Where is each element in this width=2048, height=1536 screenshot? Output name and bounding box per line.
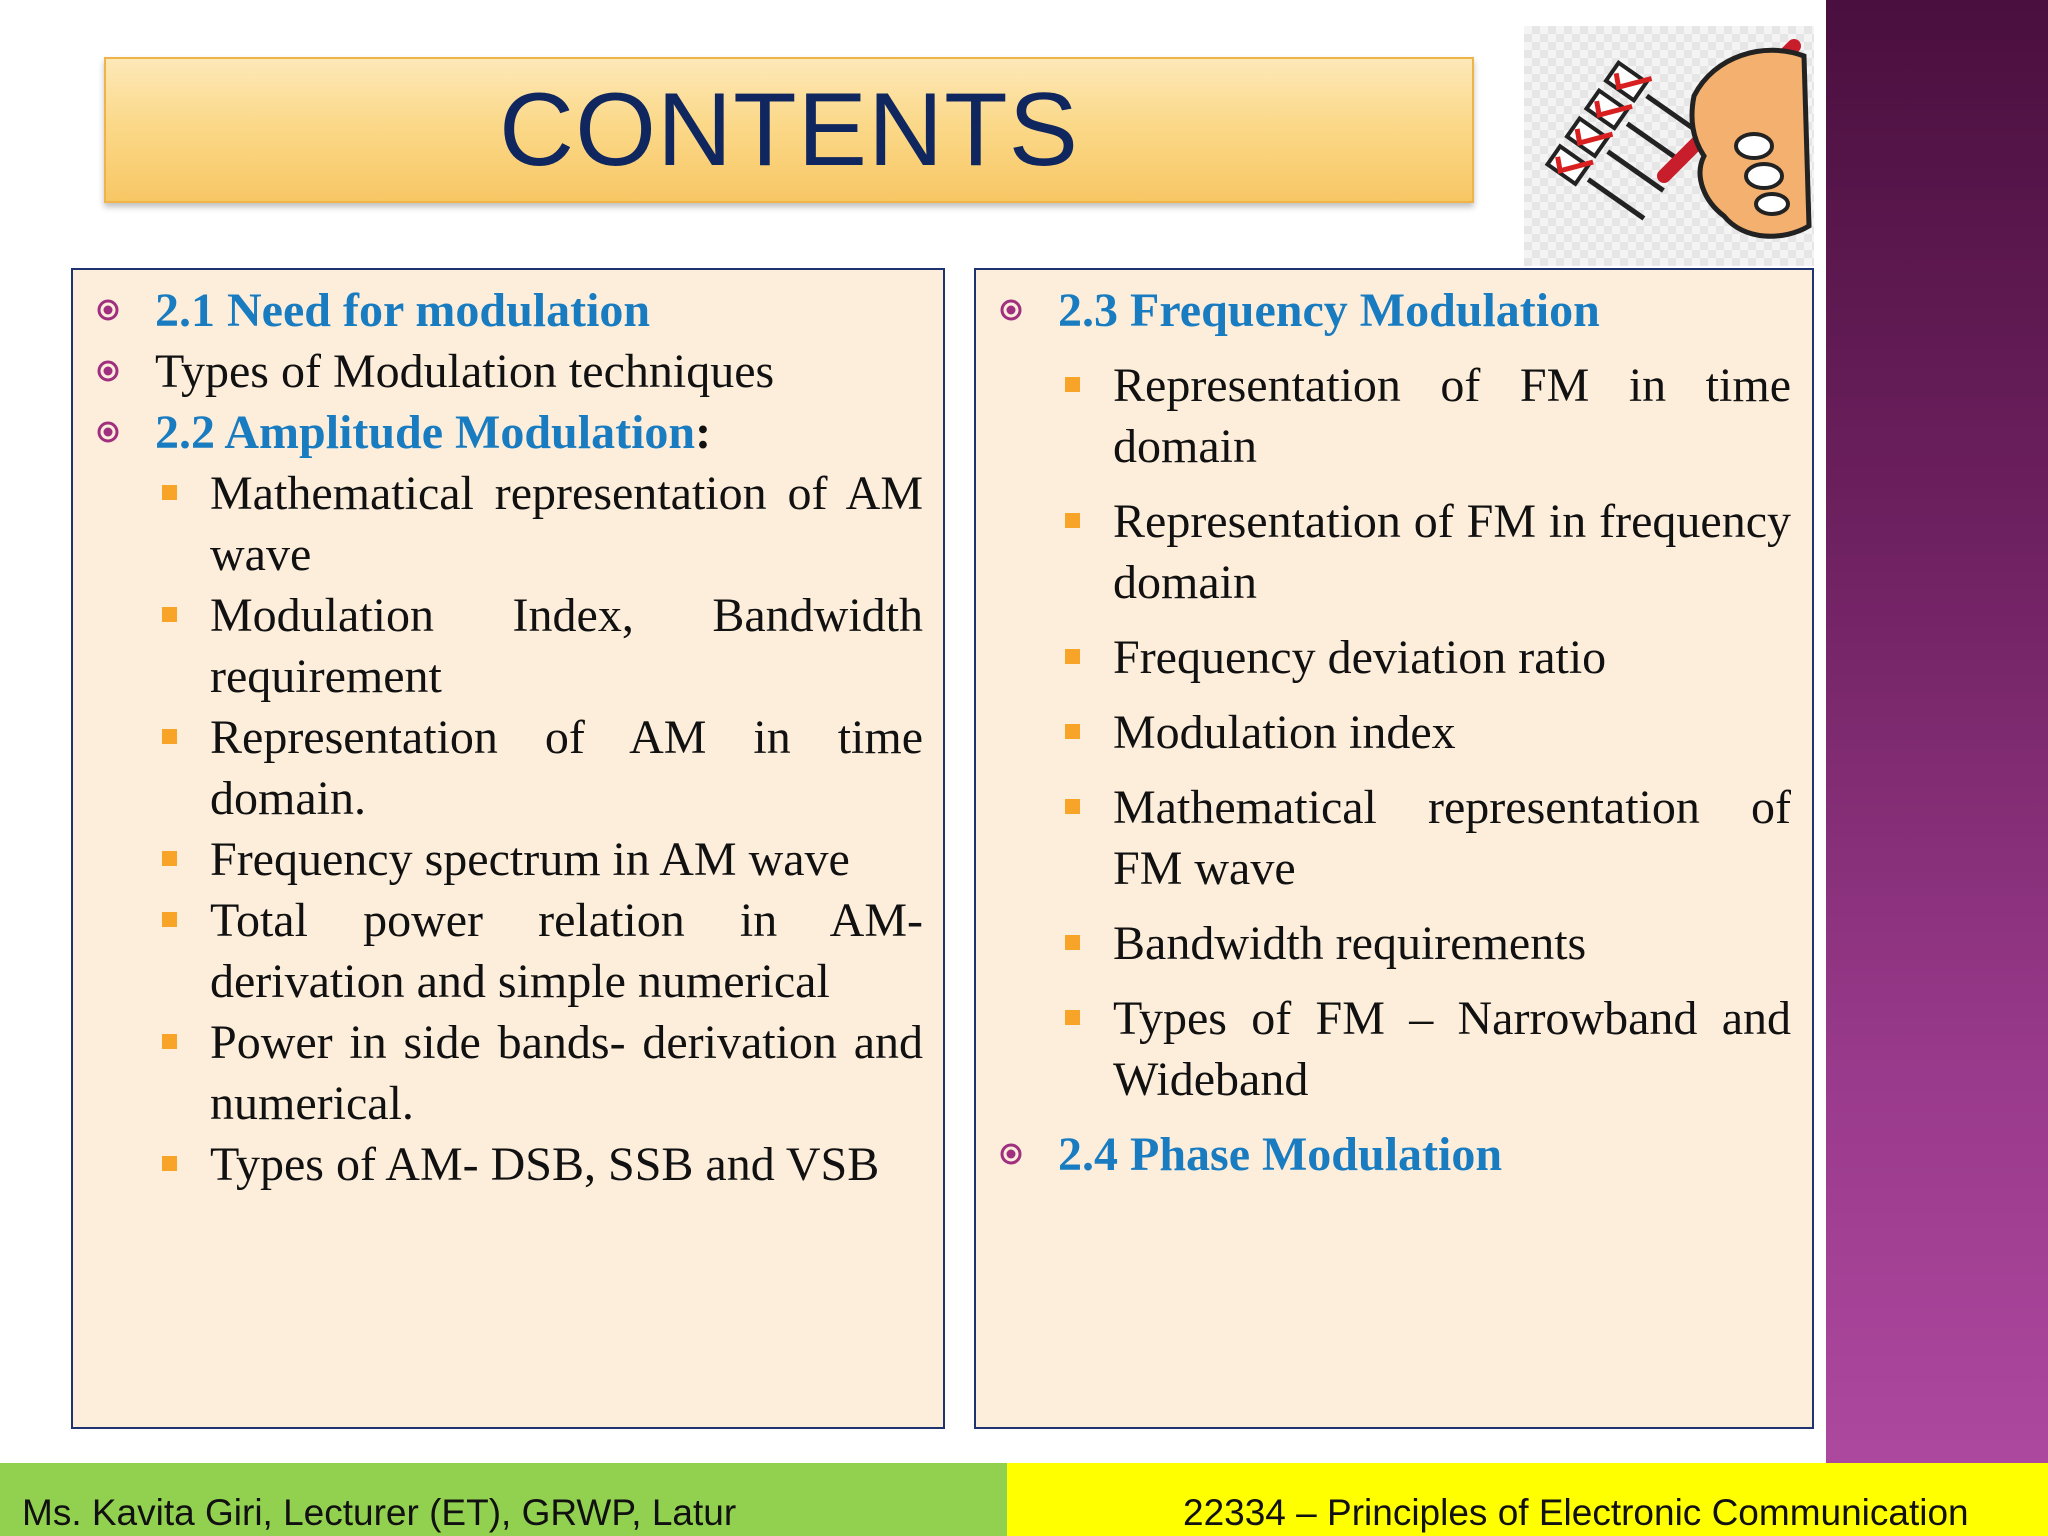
sub-list-item [210,585,923,707]
square-bullet-icon [162,607,177,622]
sub-item-text: Modulation index [1113,706,1456,759]
sub-item-text: Representation of AM in time domain. [210,711,923,825]
list-item [155,280,923,341]
square-bullet-icon [162,912,177,927]
sub-item-text: Bandwidth requirements [1113,917,1587,970]
right-outline [1058,280,1791,1185]
sub-list-item [1113,355,1791,477]
square-bullet-icon [162,851,177,866]
circle-bullet-icon [97,360,119,382]
sub-list-item [210,829,923,890]
heading-colon: : [695,406,712,459]
square-bullet-icon [162,1034,177,1049]
left-outline [155,280,923,1195]
section-heading-2-4: 2.4 Phase Modulation [1058,1128,1503,1181]
sub-item-text: Representation of FM in time domain [1113,359,1791,473]
sub-list-item [1113,777,1791,899]
sub-item-text: Types of AM- DSB, SSB and VSB [210,1138,880,1191]
list-item [155,402,923,463]
circle-bullet-icon [97,299,119,321]
sub-item-text: Mathematical representation of FM wave [1113,781,1791,895]
decorative-side-band [1826,0,2048,1536]
slide-title: CONTENTS [499,72,1079,188]
footer-author: Ms. Kavita Giri, Lecturer (ET), GRWP, Latur [22,1492,737,1533]
sub-list-item [1113,913,1791,974]
sub-list-item [210,463,923,585]
circle-bullet-icon [97,421,119,443]
sub-list-item [210,707,923,829]
list-item [1058,280,1791,341]
sub-item-text: Modulation Index, Bandwidth requirement [210,589,923,703]
square-bullet-icon [1065,649,1080,664]
square-bullet-icon [1065,799,1080,814]
square-bullet-icon [162,1156,177,1171]
sub-list-item [1113,702,1791,763]
sub-item-text: Power in side bands- derivation and numerical. [210,1016,923,1130]
footer-course: 22334 – Principles of Electronic Communication [1183,1492,1969,1533]
list-item [155,341,923,402]
circle-bullet-icon [1000,299,1022,321]
sub-list-item [1113,627,1791,688]
sub-item-text: Frequency spectrum in AM wave [210,833,850,886]
square-bullet-icon [162,729,177,744]
section-heading-2-1: 2.1 Need for modulation [155,284,651,337]
sub-item-text: Total power relation in AM-derivation and simple numerical [210,894,923,1008]
square-bullet-icon [1065,377,1080,392]
sub-item-text: Representation of FM in frequency domain [1113,495,1791,609]
square-bullet-icon [162,485,177,500]
circle-bullet-icon [1000,1143,1022,1165]
square-bullet-icon [1065,1010,1080,1025]
sub-list-item [210,1134,923,1195]
sub-item-text: Frequency deviation ratio [1113,631,1607,684]
sub-list-item [210,890,923,1012]
sub-item-text: Types of FM – Narrowband and Wideband [1113,992,1791,1106]
sub-list-item [210,1012,923,1134]
section-heading-2-2: 2.2 Amplitude Modulation [155,406,696,459]
sub-item-text: Mathematical representation of AM wave [210,467,923,581]
section-heading-2-3: 2.3 Frequency Modulation [1058,284,1600,337]
square-bullet-icon [1065,513,1080,528]
list-item-text: Types of Modulation techniques [155,345,775,398]
sub-list-item [1113,491,1791,613]
list-item [1058,1124,1791,1185]
sub-list-item [1113,988,1791,1110]
title-banner [104,57,1474,203]
square-bullet-icon [1065,724,1080,739]
checklist-hand-pencil-icon [1524,26,1814,266]
square-bullet-icon [1065,935,1080,950]
